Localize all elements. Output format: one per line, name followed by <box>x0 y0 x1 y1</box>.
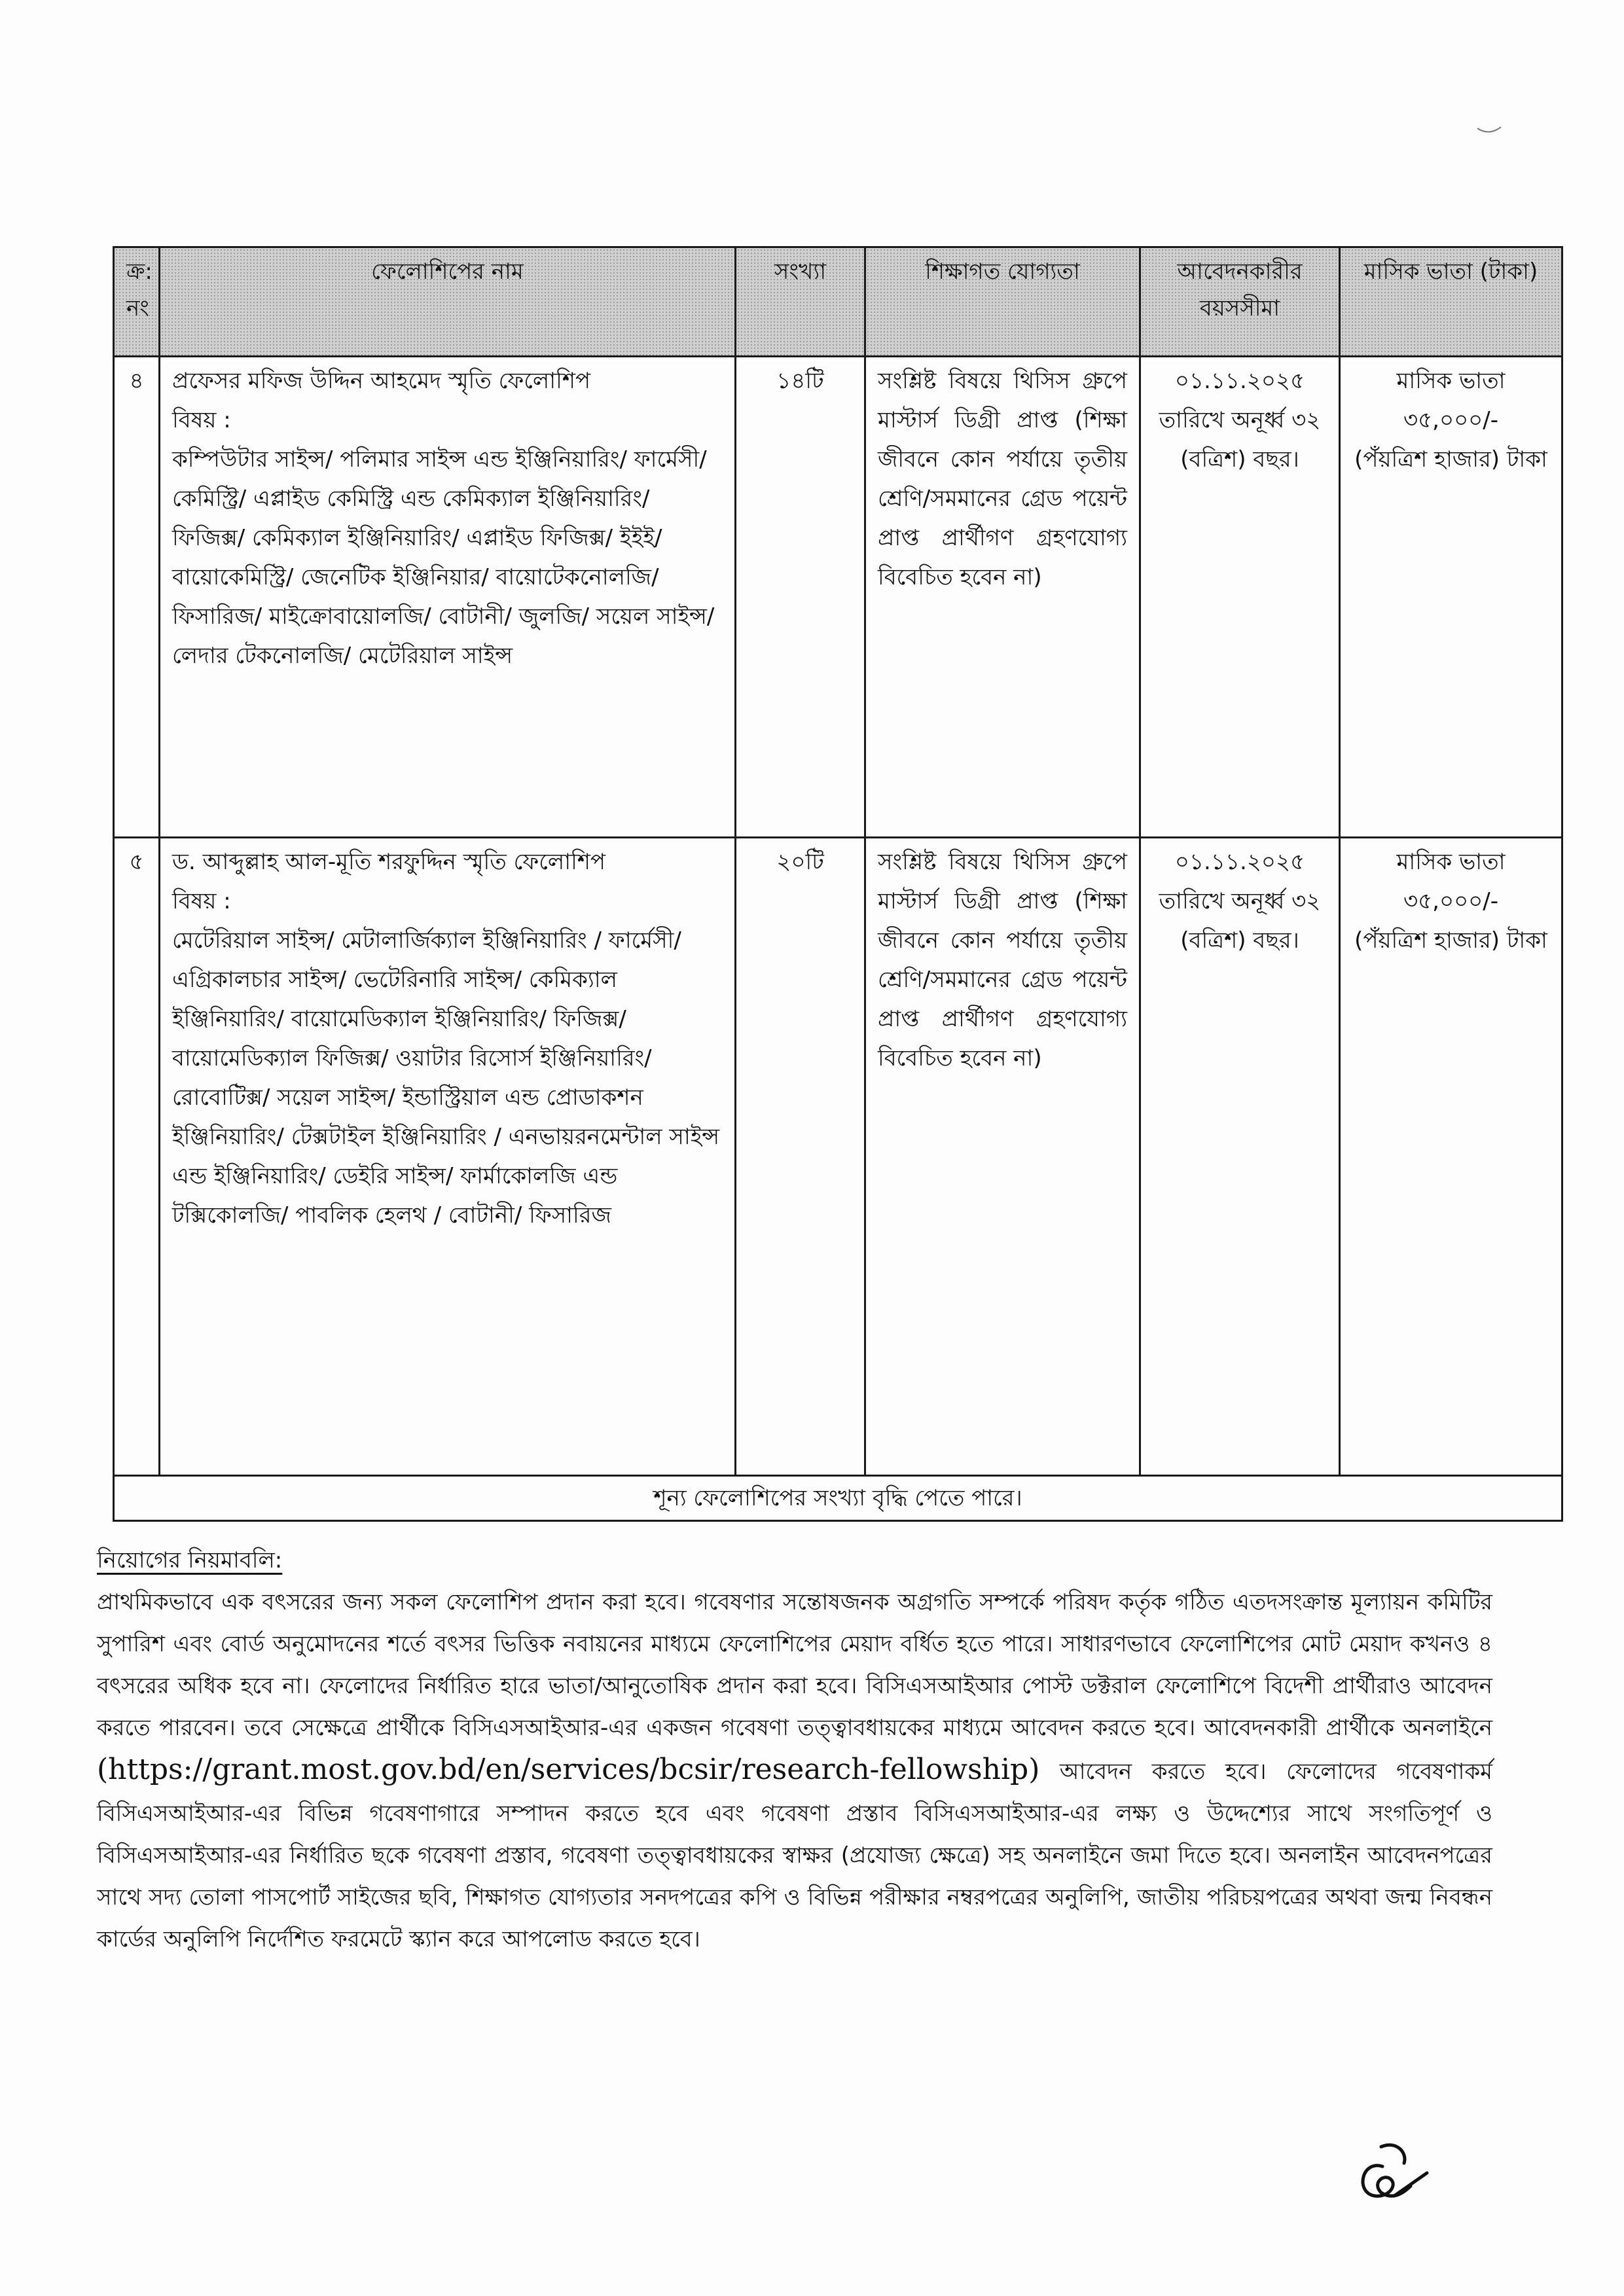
row-qualification: সংশ্লিষ্ট বিষয়ে থিসিস গ্রুপে মাস্টার্স ডিগ্রী প্রাপ্ত (শিক্ষা জীবনে কোন পর্যায়ে তৃতীয় শ্রেণি/সমমানের গ্রেড পয়েন্ট প্রাপ্ত প্রার্থীগণ গ্রহণযোগ্য বিবেচিত হবেন না) <box>865 838 1140 1476</box>
header-fellowship-name: ফেলোশিপের নাম <box>160 247 736 357</box>
age-text: তারিখে অনূর্ধ্ব ৩২ (বত্রিশ) বছর। <box>1159 407 1321 473</box>
allowance-amount: ৩৫,০০০/- <box>1403 407 1499 433</box>
rules-section <box>97 1539 1492 1960</box>
row-fellowship-name-cell <box>160 838 736 1476</box>
table-row <box>114 838 1562 1476</box>
subject-list: মেটেরিয়াল সাইন্স/ মেটালার্জিক্যাল ইঞ্জিনিয়ারিং / ফার্মেসী/ এগ্রিকালচার সাইন্স/ ভেটেরিনারি সাইন্স/ কেমিক্যাল ইঞ্জিনিয়ারিং/ বায়োমেডিক্যাল ইঞ্জিনিয়ারিং/ ফিজিক্স/ বায়োমেডিক্যাল ফিজিক্স/ ওয়াটার রিসোর্স ইঞ্জিনিয়ারিং/ রোবোটিক্স/ সয়েল সাইন্স/ ইন্ডাস্ট্রিয়াল এন্ড প্রোডাকশন ইঞ্জিনিয়ারিং/ টেক্সটাইল ইঞ্জিনিয়ারিং / এনভায়রনমেন্টাল সাইন্স এন্ড ইঞ্জিনিয়ারিং/ ডেইরি সাইন্স/ ফার্মাকোলজি এন্ড টক্সিকোলজি/ পাবলিক হেলথ / বোটানী/ ফিসারিজ <box>172 927 720 1229</box>
row-serial: ৫ <box>114 838 160 1476</box>
allowance-label: মাসিক ভাতা <box>1396 368 1506 394</box>
row-age-limit <box>1140 838 1340 1476</box>
header-qualification: শিক্ষাগত যোগ্যতা <box>865 247 1140 357</box>
header-monthly-allowance: মাসিক ভাতা (টাকা) <box>1340 247 1562 357</box>
age-text: তারিখে অনূর্ধ্ব ৩২ (বত্রিশ) বছর। <box>1159 888 1321 954</box>
scan-mark-icon <box>1476 124 1502 137</box>
allowance-words: (পঁয়ত্রিশ হাজার) টাকা <box>1354 446 1547 473</box>
header-count: সংখ্যা <box>736 247 865 357</box>
handwritten-signature-icon <box>1335 2134 1440 2212</box>
allowance-label: মাসিক ভাতা <box>1396 849 1506 875</box>
subject-label: বিষয় : <box>172 888 231 914</box>
row-serial: ৪ <box>114 357 160 838</box>
table-header-row <box>114 247 1562 357</box>
row-fellowship-name-cell <box>160 357 736 838</box>
rules-text-part1: প্রাথমিকভাবে এক বৎসরের জন্য সকল ফেলোশিপ প্রদান করা হবে। গবেষণার সন্তোষজনক অগ্রগতি সম্পর্কে পরিষদ কর্তৃক গঠিত এতদসংক্রান্ত মূল্যায়ন কমিটির সুপারিশ এবং বোর্ড অনুমোদনের শর্তে বৎসর ভিত্তিক নবায়নের মাধ্যমে ফেলোশিপের মেয়াদ বর্ধিত হতে পারে। সাধারণভাবে ফেলোশিপের মোট মেয়াদ কখনও ৪ বৎসরের অধিক হবে না। ফেলোদের নির্ধারিত হারে ভাতা/আনুতোষিক প্রদান করা হবে। বিসিএসআইআর পোস্ট ডক্টরাল ফেলোশিপে বিদেশী প্রার্থীরাও আবেদন করতে পারবেন। তবে সেক্ষেত্রে প্রার্থীকে বিসিএসআইআর-এর একজন গবেষণা তত্ত্বাবধায়কের মাধ্যমে আবেদন করতে হবে। আবেদনকারী প্রার্থীকে অনলাইনে <box>97 1589 1492 1741</box>
row-count: ২০টি <box>736 838 865 1476</box>
fellowship-name: ড. আব্দুল্লাহ আল-মূতি শরফুদ্দিন স্মৃতি ফেলোশিপ <box>172 849 606 875</box>
row-age-limit <box>1140 357 1340 838</box>
header-serial: ক্র: নং <box>114 247 160 357</box>
age-date: ০১.১১.২০২৫ <box>1174 368 1305 394</box>
age-date: ০১.১১.২০২৫ <box>1174 849 1305 875</box>
fellowship-name: প্রফেসর মফিজ উদ্দিন আহমেদ স্মৃতি ফেলোশিপ <box>172 368 591 394</box>
subject-list: কম্পিউটার সাইন্স/ পলিমার সাইন্স এন্ড ইঞ্জিনিয়ারিং/ ফার্মেসী/ কেমিস্ট্রি/ এপ্লাইড কেমিস্ট্রি এন্ড কেমিক্যাল ইঞ্জিনিয়ারিং/ ফিজিক্স/ কেমিক্যাল ইঞ্জিনিয়ারিং/ এপ্লাইড ফিজিক্স/ ইইই/ বায়োকেমিস্ট্রি/ জেনেটিক ইঞ্জিনিয়ার/ বায়োটেকনোলজি/ ফিসারিজ/ মাইক্রোবায়োলজি/ বোটানী/ জুলজি/ সয়েল সাইন্স/ লেদার টেকনোলজি/ মেটেরিয়াল সাইন্স <box>172 446 715 669</box>
table-footnote: শূন্য ফেলোশিপের সংখ্যা বৃদ্ধি পেতে পারে। <box>114 1476 1562 1521</box>
allowance-words: (পঁয়ত্রিশ হাজার) টাকা <box>1354 927 1547 954</box>
row-count: ১৪টি <box>736 357 865 838</box>
rules-title: নিয়োগের নিয়মাবলি: <box>97 1547 283 1573</box>
fellowship-table <box>113 246 1563 1522</box>
header-age-limit: আবেদনকারীর বয়সসীমা <box>1140 247 1340 357</box>
table-row <box>114 357 1562 838</box>
row-allowance <box>1340 357 1562 838</box>
row-allowance <box>1340 838 1562 1476</box>
row-qualification: সংশ্লিষ্ট বিষয়ে থিসিস গ্রুপে মাস্টার্স ডিগ্রী প্রাপ্ত (শিক্ষা জীবনে কোন পর্যায়ে তৃতীয় শ্রেণি/সমমানের গ্রেড পয়েন্ট প্রাপ্ত প্রার্থীগণ গ্রহণযোগ্য বিবেচিত হবেন না) <box>865 357 1140 838</box>
rules-body <box>97 1581 1492 1960</box>
application-url-link[interactable]: (https://grant.most.gov.bd/en/services/bcsir/research-fellowship) <box>97 1753 1040 1786</box>
table-footnote-row <box>114 1476 1562 1521</box>
allowance-amount: ৩৫,০০০/- <box>1403 888 1499 914</box>
subject-label: বিষয় : <box>172 407 231 433</box>
rules-text-part2: আবেদন করতে হবে। ফেলোদের গবেষণাকর্ম বিসিএসআইআর-এর বিভিন্ন গবেষণাগারে সম্পাদন করতে হবে এবং গবেষণা প্রস্তাব বিসিএসআইআর-এর লক্ষ্য ও উদ্দেশ্যের সাথে সংগতিপূর্ণ ও বিসিএসআইআর-এর নির্ধারিত ছকে গবেষণা প্রস্তাব, গবেষণা তত্ত্বাবধায়কের স্বাক্ষর (প্রযোজ্য ক্ষেত্রে) সহ অনলাইনে জমা দিতে হবে। অনলাইন আবেদনপত্রের সাথে সদ্য তোলা পাসপোর্ট সাইজের ছবি, শিক্ষাগত যোগ্যতার সনদপত্রের কপি ও বিভিন্ন পরীক্ষার নম্বরপত্রের অনুলিপি, জাতীয় পরিচয়পত্রের অথবা জন্ম নিবন্ধন কার্ডের অনুলিপি নির্দেশিত ফরমেটে স্ক্যান করে আপলোড করতে হবে। <box>97 1759 1492 1952</box>
